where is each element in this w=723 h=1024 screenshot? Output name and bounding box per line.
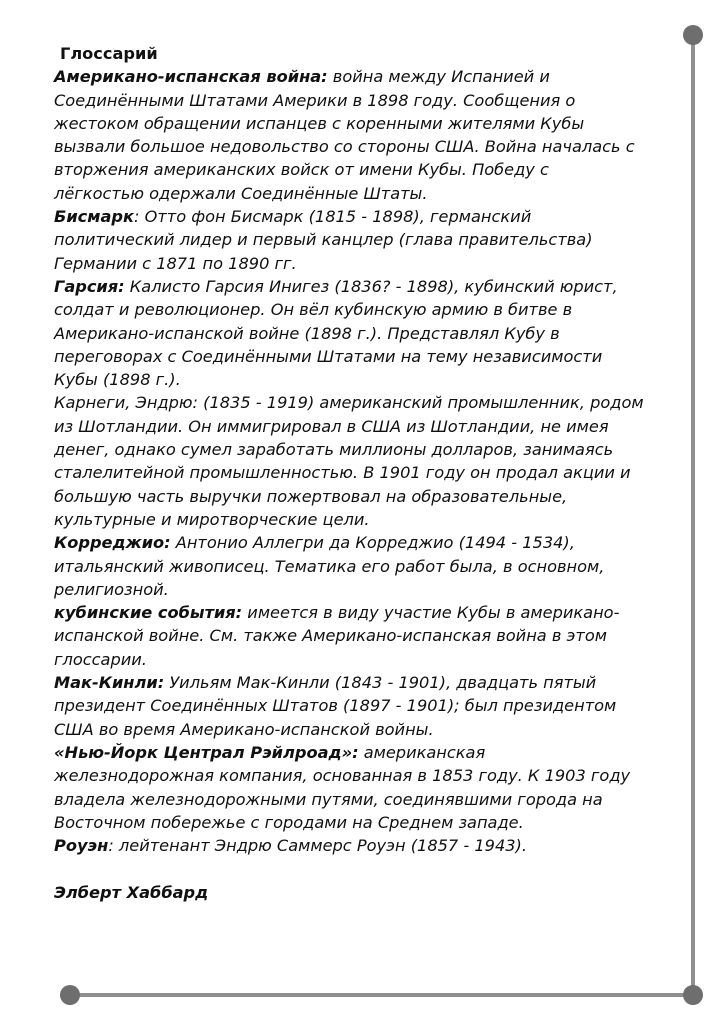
frame-dot-top — [683, 25, 703, 45]
entry-text: : лейтенант Эндрю Саммерс Роуэн (1857 - 1943). — [108, 836, 528, 856]
entry-text: : Отто фон Бисмарк (1815 - 1898), германский политический лидер и первый канцлер (глава правительства) Германии с 1871 по 1890 гг. — [54, 207, 593, 273]
entry-text: имеется в виду участие Кубы в американо-испанской войне. См. также Американо-испанская война в этом глоссарии. — [54, 603, 620, 669]
entry-term: Мак-Кинли: — [54, 673, 165, 693]
entry-text: американская железнодорожная компания, основанная в 1853 году. К 1903 году владела железнодорожными путями, соединявшими города на Восточном побережье с городами на Среднем западе. — [54, 742, 631, 832]
entry-text: Карнеги, Эндрю: (1835 - 1919) американский промышленник, родом из Шотландии. Он иммигрировал в США из Шотландии, не имея денег, однако сумел заработать миллионы долларов, занимаясь сталелитейной промышленностью. В 1901 году он продал акции и большую часть выручки пожертвовал на образовательные, культурные и миротворческие цели. — [54, 393, 644, 529]
entry-text: Калисто Гарсия Инигез (1836? - 1898), кубинский юрист, солдат и революционер. Он вёл кубинскую армию в битве в Американо-испанской войне (1898 г.). Представлял Кубу в переговорах с Соединёнными Штатами на тему независимости Кубы (1898 г.). — [54, 276, 618, 390]
author-name: Элберт Хаббард — [54, 882, 209, 902]
entry-text: Антонио Аллегри да Корреджио (1494 - 1534), итальянский живописец. Тематика его работ была, в основном, религиозной. — [54, 533, 605, 599]
glossary-entry — [54, 834, 644, 857]
glossary-entry — [54, 741, 644, 834]
entry-term: Бисмарк — [54, 207, 135, 227]
frame-dot-bottom-left — [60, 985, 80, 1005]
glossary-entry — [54, 205, 644, 275]
frame-horizontal-line — [70, 993, 693, 997]
entry-term: «Нью-Йорк Централ Рэйлроад»: — [54, 742, 359, 762]
glossary-entry — [54, 671, 644, 741]
glossary-content — [54, 42, 644, 904]
entry-text: Уильям Мак-Кинли (1843 - 1901), двадцать пятый президент Соединённых Штатов (1897 - 1901); был президентом США во время Американо-испанской войны. — [54, 673, 617, 739]
entry-term: Корреджио: — [54, 533, 171, 553]
glossary-entry — [54, 531, 644, 601]
glossary-entry — [54, 275, 644, 391]
entry-term: кубинские события: — [54, 603, 243, 623]
page-title: Глоссарий — [60, 44, 158, 63]
frame-vertical-line — [691, 33, 695, 996]
entry-term: Гарсия: — [54, 276, 125, 296]
entry-term: Роуэн — [54, 836, 109, 856]
glossary-entry — [54, 391, 644, 531]
frame-dot-bottom-right — [683, 985, 703, 1005]
entry-text: война между Испанией и Соединёнными Штатами Америки в 1898 году. Сообщения о жестоком обращении испанцев с коренными жителями Кубы вызвали большое недовольство со стороны США. Война началась с вторжения американских войск от имени Кубы. Победу с лёгкостью одержали Соединённые Штаты. — [54, 67, 635, 203]
glossary-entry — [54, 65, 644, 205]
entry-term: Американо-испанская война: — [54, 67, 328, 87]
glossary-entry — [54, 601, 644, 671]
